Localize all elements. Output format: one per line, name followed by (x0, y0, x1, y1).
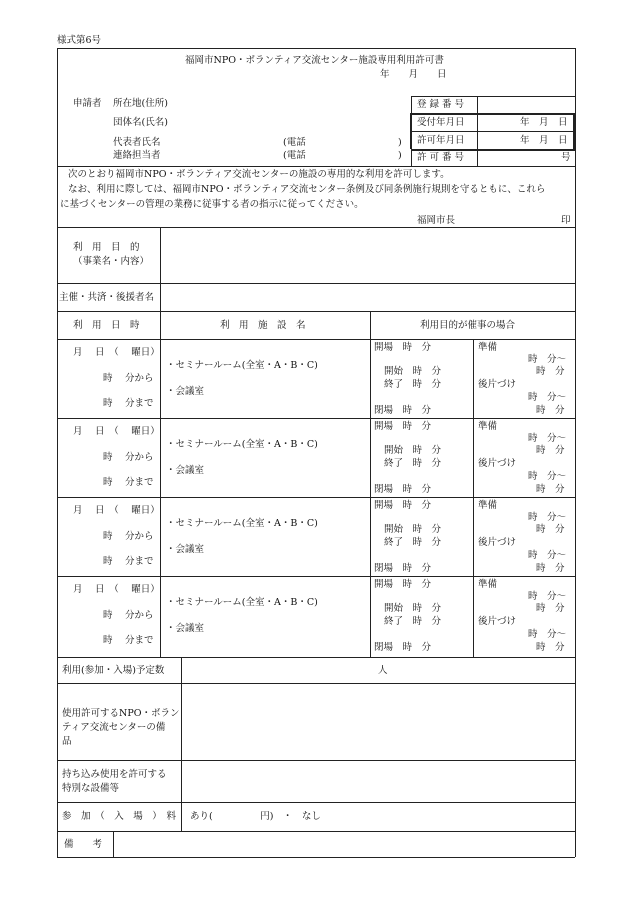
row-facility-seminar: ・セミナールーム(全室・A・B・C) (166, 597, 318, 608)
applicant-label: 申請者 (73, 98, 102, 109)
row-close-time: 閉場 時 分 (374, 405, 432, 416)
row-prep-to: 時 分 (536, 366, 565, 377)
row-cleanup-to: 時 分 (536, 484, 565, 495)
org-name-label: 団体名(氏名) (113, 117, 168, 128)
representative-label: 代表者氏名 (113, 137, 161, 148)
frame-bottom (57, 857, 575, 858)
row-cleanup-to: 時 分 (536, 642, 565, 653)
row-end-time: 終了 時 分 (384, 616, 442, 627)
contact-label: 連絡担当者 (113, 150, 161, 161)
row-time-to: 時 分まで (103, 635, 154, 646)
permit-no-suffix: 号 (561, 152, 571, 163)
row-close-time: 閉場 時 分 (374, 484, 432, 495)
row-cleanup-label: 後片づけ (478, 616, 517, 627)
contact-phone-label: (電話 (283, 150, 306, 161)
row-date: 月 日 （ 曜日） (73, 426, 160, 437)
row-facility-seminar: ・セミナールーム(全室・A・B・C) (166, 518, 318, 529)
row-cleanup-label: 後片づけ (478, 379, 517, 390)
row-prep-from: 時 分～ (528, 354, 567, 365)
row-prep-to: 時 分 (536, 603, 565, 614)
row-open-time: 開場 時 分 (374, 579, 432, 590)
row-time-from: 時 分から (103, 373, 154, 384)
received-date-label: 受付年月日 (417, 117, 465, 128)
row-prep-to: 時 分 (536, 524, 565, 535)
form-number: 様式第6号 (57, 35, 102, 46)
row-time-to: 時 分まで (103, 556, 154, 567)
row-start-time: 開始 時 分 (384, 524, 442, 535)
purpose-sublabel: （事業名・内容） (73, 256, 150, 267)
row-prep-from: 時 分～ (528, 433, 567, 444)
header-facility: 利 用 施 設 名 (220, 320, 306, 331)
row-cleanup-label: 後片づけ (478, 458, 517, 469)
rep-phone-close: ) (398, 137, 402, 148)
row-prep-label: 準備 (478, 421, 498, 432)
row-facility-meeting: ・会議室 (166, 386, 205, 397)
row-end-time: 終了 時 分 (384, 458, 442, 469)
row-cleanup-from: 時 分～ (528, 629, 567, 640)
row-cleanup-label: 後片づけ (478, 537, 517, 548)
row-time-to: 時 分まで (103, 477, 154, 488)
purpose-label: 利 用 目 的 (73, 242, 140, 253)
statement-line3: に基づくセンターの管理の業務に従事する者の指示に従ってください。 (60, 199, 364, 210)
seal-mark: 印 (561, 215, 571, 226)
bring-in-line1: 持ち込み使用を許可する (62, 769, 167, 780)
header-datetime: 利 用 日 時 (73, 320, 140, 331)
address-label: 所在地(住所) (113, 98, 168, 109)
row-date: 月 日 （ 曜日） (73, 584, 160, 595)
attendance-unit: 人 (378, 665, 388, 676)
row-cleanup-to: 時 分 (536, 563, 565, 574)
mayor-label: 福岡市長 (417, 215, 456, 226)
rep-phone-label: (電話 (283, 137, 306, 148)
fee-label: 参 加 （ 入 場 ） 料 (62, 811, 177, 822)
permitted-date-label: 許可年月日 (417, 135, 465, 146)
permitted-ymd: 年 月 日 (520, 135, 568, 146)
row-start-time: 開始 時 分 (384, 445, 442, 456)
page-title: 福岡市NPO・ボランティア交流センター施設専用利用許可書 (185, 55, 444, 66)
row-prep-label: 準備 (478, 342, 498, 353)
header-event: 利用目的が催事の場合 (420, 320, 516, 331)
frame-left (57, 48, 58, 857)
row-facility-seminar: ・セミナールーム(全室・A・B・C) (166, 439, 318, 450)
row-time-from: 時 分から (103, 531, 154, 542)
row-end-time: 終了 時 分 (384, 537, 442, 548)
row-prep-to: 時 分 (536, 445, 565, 456)
equipment-line2: ティア交流センターの備 (62, 722, 166, 733)
row-prep-from: 時 分～ (528, 591, 567, 602)
row-end-time: 終了 時 分 (384, 379, 442, 390)
attendance-label: 利用(参加・入場)予定数 (62, 665, 165, 676)
row-time-from: 時 分から (103, 610, 154, 621)
bring-in-line2: 特別な設備等 (62, 783, 120, 794)
permit-no-label: 許 可 番 号 (417, 152, 465, 163)
frame-top (57, 48, 575, 49)
row-open-time: 開場 時 分 (374, 421, 432, 432)
row-open-time: 開場 時 分 (374, 342, 432, 353)
equipment-line1: 使用許可するNPO・ボラン (62, 708, 180, 719)
row-close-time: 閉場 時 分 (374, 563, 432, 574)
row-date: 月 日 （ 曜日） (73, 505, 160, 516)
row-prep-label: 準備 (478, 500, 498, 511)
row-start-time: 開始 時 分 (384, 366, 442, 377)
statement-line2: なお、利用に際しては、福岡市NPO・ボランティア交流センター条例及び同条例施行規則を守るともに、これら (68, 184, 546, 195)
frame-right (575, 48, 576, 857)
row-time-to: 時 分まで (103, 398, 154, 409)
remarks-label: 備 考 (64, 839, 103, 850)
row-facility-meeting: ・会議室 (166, 623, 205, 634)
row-facility-meeting: ・会議室 (166, 544, 205, 555)
sponsor-label: 主催・共済・後援者名 (59, 292, 155, 303)
row-date: 月 日 （ 曜日） (73, 347, 160, 358)
row-cleanup-from: 時 分～ (528, 471, 567, 482)
fee-value: あり( 円) ・ なし (190, 811, 321, 822)
contact-phone-close: ) (398, 150, 402, 161)
received-ymd: 年 月 日 (520, 117, 568, 128)
row-time-from: 時 分から (103, 452, 154, 463)
row-prep-from: 時 分～ (528, 512, 567, 523)
reg-no-label: 登 録 番 号 (417, 99, 465, 110)
row-cleanup-from: 時 分～ (528, 392, 567, 403)
row-start-time: 開始 時 分 (384, 603, 442, 614)
issue-date: 年 月 日 (380, 69, 447, 80)
row-open-time: 開場 時 分 (374, 500, 432, 511)
row-cleanup-from: 時 分～ (528, 550, 567, 561)
row-facility-seminar: ・セミナールーム(全室・A・B・C) (166, 360, 318, 371)
row-facility-meeting: ・会議室 (166, 465, 205, 476)
equipment-line3: 品 (62, 736, 72, 747)
row-prep-label: 準備 (478, 579, 498, 590)
row-close-time: 閉場 時 分 (374, 642, 432, 653)
statement-line1: 次のとおり福岡市NPO・ボランティア交流センターの施設の専用的な利用を許可します。 (68, 169, 450, 180)
row-cleanup-to: 時 分 (536, 405, 565, 416)
